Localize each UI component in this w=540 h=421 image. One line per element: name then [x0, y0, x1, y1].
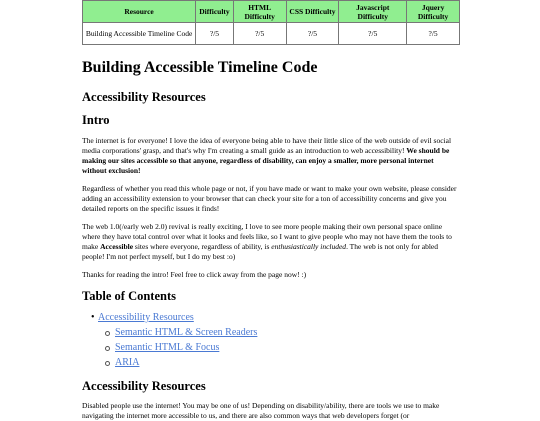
circle-bullet-icon	[105, 331, 110, 336]
intro-bold-text: We should be making our sites accessible so that anyone, regardless of disability, can enjoy a smaller, more personal internet without exclusion!	[82, 146, 450, 175]
toc-subitem	[98, 355, 460, 370]
intro-paragraph-2: Regardless of whether you read this whole page or not, if you have made or want to make your own website, please consider adding an accessibility extension to your browser that can check your site for a ton of accessibility concerns and give you detailed reports on the specific issues it finds!	[82, 184, 457, 213]
page-title: Building Accessible Timeline Code	[82, 59, 318, 76]
section-paragraph: Disabled people use the internet! You may be one of us! Depending on disability/ability, there are tools we use to make navigating the internet more accessible to us, and there are also common ways that web developers forget (or	[82, 401, 440, 420]
table-header-row	[83, 1, 460, 23]
table-cell: Building Accessible Timeline Code	[83, 23, 196, 45]
table-cell: ?/5	[339, 23, 407, 45]
intro-paragraph-1	[82, 136, 460, 176]
toc-link-semantic-html-focus[interactable]: Semantic HTML & Focus	[115, 342, 220, 353]
main-content	[82, 0, 460, 421]
toc-subitem	[98, 340, 460, 355]
table-header: CSS Difficulty	[286, 1, 339, 23]
toc-sublist	[98, 325, 460, 370]
intro-paragraph-3	[82, 222, 460, 262]
table-header: Difficulty	[196, 1, 234, 23]
table-cell: ?/5	[407, 23, 460, 45]
toc-heading: Table of Contents	[82, 289, 176, 303]
section-heading-accessibility: Accessibility Resources	[82, 90, 206, 104]
circle-bullet-icon	[105, 361, 110, 366]
intro-emphasis-text: enthusiastically included	[271, 242, 347, 251]
toc-link-aria[interactable]: ARIA	[115, 357, 140, 368]
intro-text: . The web is not only for abled people! I'm not perfect myself, but I do my best :o)	[82, 242, 438, 261]
intro-text: sites where everyone, regardless of ability, is	[133, 242, 272, 251]
circle-bullet-icon	[105, 346, 110, 351]
difficulty-table	[82, 0, 460, 45]
table-row	[83, 23, 460, 45]
section-heading-accessibility-resources: Accessibility Resources	[82, 379, 206, 393]
table-cell: ?/5	[286, 23, 339, 45]
intro-bold-text: Accessible	[100, 242, 134, 251]
table-header: HTML Difficulty	[233, 1, 286, 23]
table-header: Javascript Difficulty	[339, 1, 407, 23]
table-cell: ?/5	[196, 23, 234, 45]
intro-text: The internet is for everyone! I love the idea of everyone being able to have their little slice of the web outside of evil social media corporations' grasp, and that's why I'm creating a small guide as an introduction to web accessibility!	[82, 136, 452, 155]
intro-text: The web 1.0(/early web 2.0) revival is really exciting, I love to see more people making their own personal space online where they have total control over what it looks and feels like, so I want to give people who may not have them the tools to make	[82, 222, 452, 251]
table-of-contents	[82, 310, 460, 370]
toc-link-accessibility-resources[interactable]: Accessibility Resources	[98, 312, 194, 323]
bullet-icon: •	[91, 312, 95, 323]
intro-paragraph-4: Thanks for reading the intro! Feel free to click away from the page now! :)	[82, 270, 307, 279]
table-cell: ?/5	[233, 23, 286, 45]
section-heading-intro: Intro	[82, 113, 110, 127]
toc-item	[82, 310, 460, 370]
toc-link-semantic-html-screen-readers[interactable]: Semantic HTML & Screen Readers	[115, 327, 258, 338]
toc-subitem	[98, 325, 460, 340]
table-header: Resource	[83, 1, 196, 23]
table-header: Jquery Difficulty	[407, 1, 460, 23]
